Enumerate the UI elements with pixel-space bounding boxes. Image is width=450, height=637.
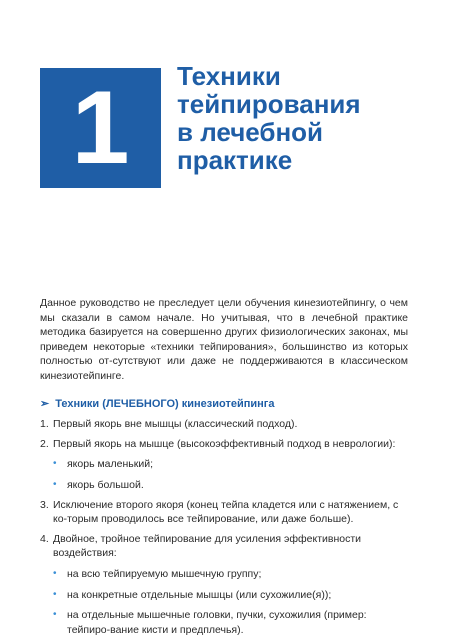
bullet-item-line: вание кисти и предплечья). — [110, 623, 244, 636]
bullet-item-text: на всю тейпируемую мышечную группу; — [67, 567, 262, 580]
bullet-item-line: на отдельные мышечные головки, пучки, сухожилия (пример: тейпиро- — [67, 609, 367, 636]
bullet-icon: • — [53, 588, 57, 600]
chapter-title-line: практике — [177, 145, 293, 175]
bullet-item-text: якорь маленький; — [67, 458, 153, 471]
list-item-text: Первый якорь вне мышцы (классический подход). — [53, 418, 298, 431]
chapter-number-box — [40, 68, 161, 188]
bullet-item-text: якорь большой. — [67, 478, 144, 491]
bullet-item — [40, 567, 408, 582]
bullet-item — [40, 457, 408, 472]
chapter-title-line: в лечебной — [177, 117, 324, 147]
list-item-text — [53, 498, 408, 527]
intro-line: мы сказали в самом начале. Но учитывая, что в лечебной практике методика — [40, 311, 408, 339]
intro-line: Данное руководство не преследует цели обучения кинезиотейпингу, о чем — [40, 297, 408, 309]
arrow-icon: ➢ — [40, 397, 50, 410]
intro-line: сутствуют или даже не поддерживаются в классическом кинезиотейпинге. — [40, 355, 408, 382]
bullet-item-text — [67, 608, 408, 637]
list-number: 1. — [40, 418, 49, 431]
bullet-item — [40, 608, 408, 637]
bullet-icon: • — [53, 609, 57, 621]
section-heading-text: Техники (ЛЕЧЕБНОГО) кинезиотейпинга — [55, 397, 275, 410]
bullet-item-text: на конкретные отдельные мышцы (или сухожилие(я)); — [67, 588, 332, 601]
chapter-title-line: Техники — [177, 61, 281, 91]
list-item-text: Первый якорь на мышце (высокоэффективный подход в неврологии): — [53, 437, 396, 450]
list-item-line: торым проводилось все тейпирование, или даже больше). — [67, 513, 354, 526]
chapter-title — [177, 62, 417, 174]
intro-paragraph — [40, 296, 408, 384]
section-heading — [40, 397, 408, 412]
intro-line: базируется на совершенно других физиологических законах, мы приведем — [40, 326, 408, 353]
bullet-icon: • — [53, 478, 57, 490]
list-item — [40, 532, 408, 561]
list-number: 2. — [40, 437, 49, 450]
bullet-icon: • — [53, 567, 57, 579]
bullet-item — [40, 478, 408, 493]
chapter-title-line: тейпирования — [177, 89, 361, 119]
list-item — [40, 437, 408, 452]
chapter-number: 1 — [71, 70, 130, 186]
list-item — [40, 417, 408, 432]
list-item-text: Двойное, тройное тейпирование для усиления эффективности воздействия: — [53, 532, 362, 560]
list-number: 3. — [40, 498, 49, 511]
page-content — [40, 296, 408, 637]
list-item-line: Исключение второго якоря (конец тейпа кладется или с натяжением, с ко- — [53, 498, 399, 526]
bullet-item — [40, 588, 408, 603]
bullet-icon: • — [53, 458, 57, 470]
intro-line: некоторые «техники тейпирования», большинство из которых полностью от- — [40, 340, 408, 368]
list-number: 4. — [40, 532, 49, 545]
list-item — [40, 498, 408, 527]
